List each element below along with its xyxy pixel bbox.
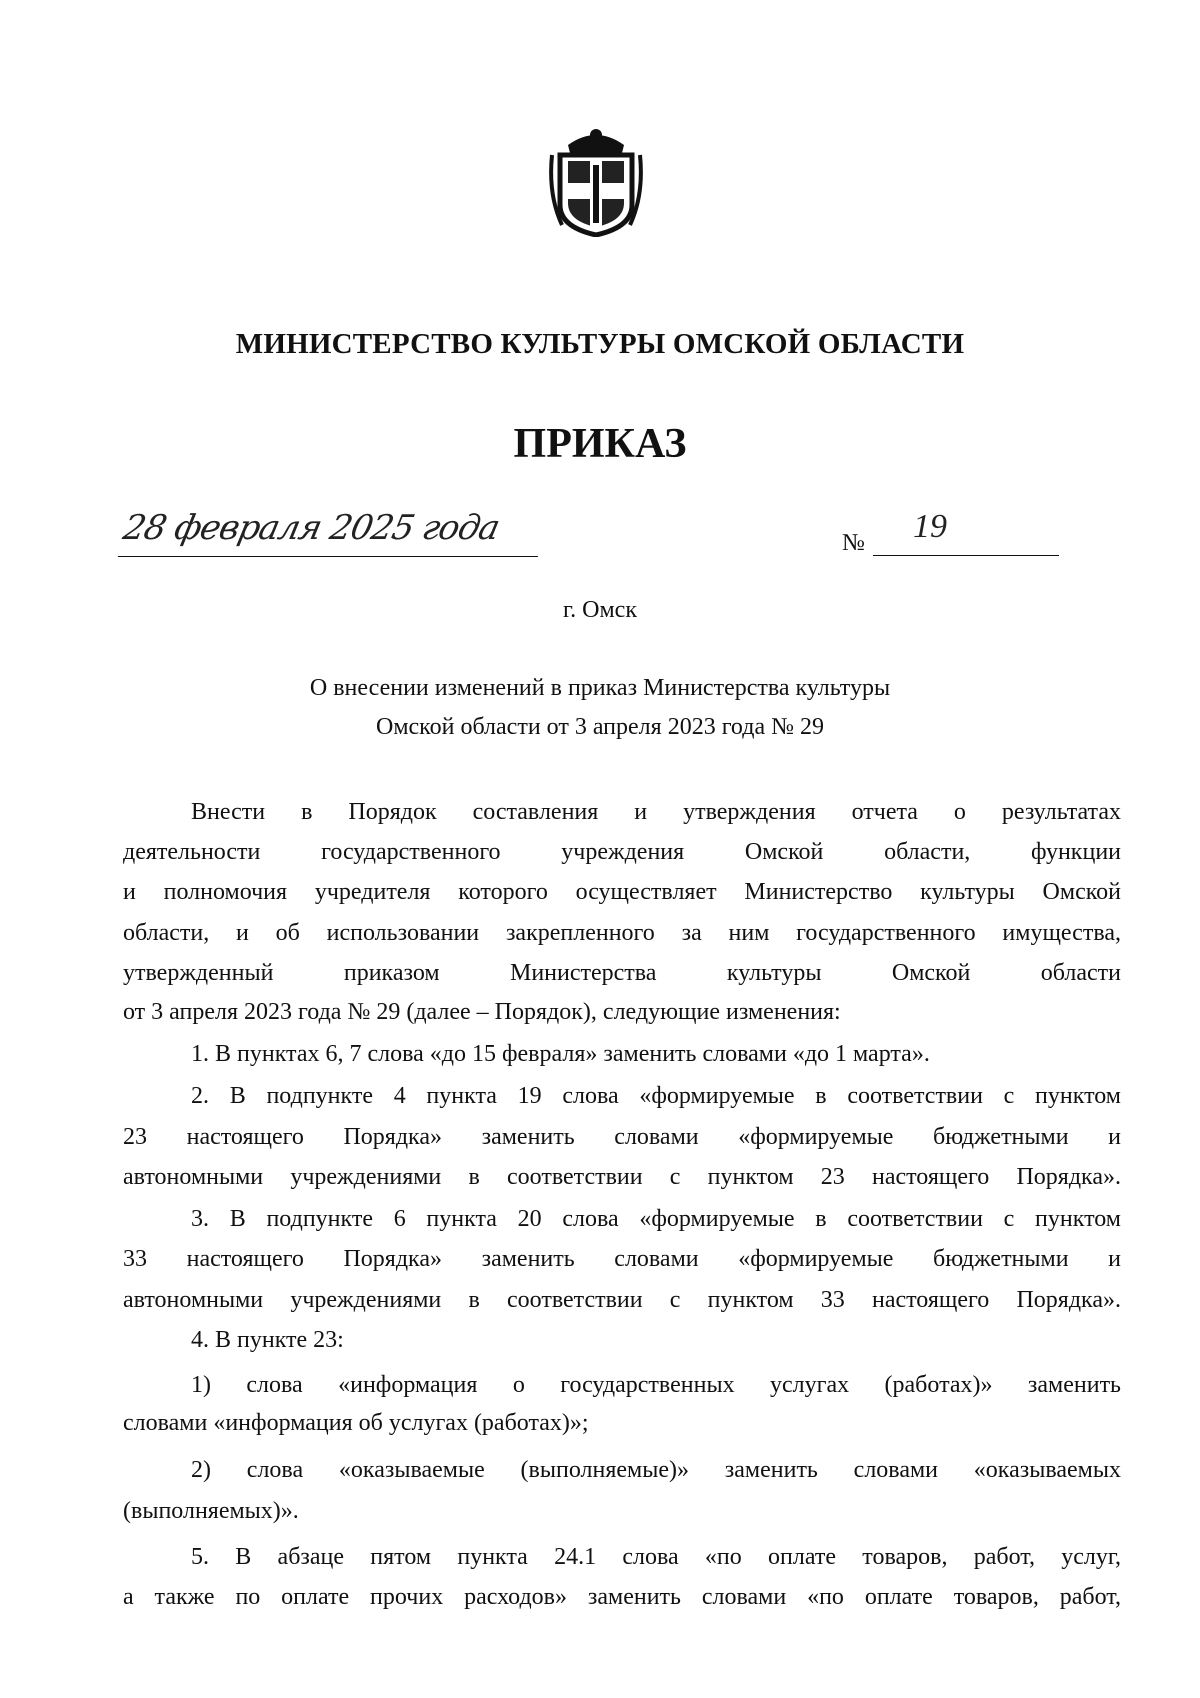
body-line: 3. В подпункте 6 пункта 20 слова «формируемые в соответствии с пунктом	[191, 1206, 1121, 1232]
organization-title: МИНИСТЕРСТВО КУЛЬТУРЫ ОМСКОЙ ОБЛАСТИ	[235, 328, 965, 360]
body-line: а также по оплате прочих расходов» заменить словами «по оплате товаров, работ,	[123, 1584, 1121, 1610]
body-line: 5. В абзаце пятом пункта 24.1 слова «по оплате товаров, работ, услуг,	[191, 1544, 1121, 1570]
subject-line: Омской области от 3 апреля 2023 года № 29	[375, 714, 825, 740]
body-line: 2. В подпункте 4 пункта 19 слова «формируемые в соответствии с пунктом	[191, 1083, 1121, 1109]
body-line: (выполняемых)».	[123, 1498, 299, 1524]
body-line: 4. В пункте 23:	[191, 1327, 344, 1353]
body-line: и полномочия учредителя которого осуществляет Министерство культуры Омской	[123, 879, 1121, 905]
handwritten-date: 28 февраля 2025 года	[118, 508, 548, 557]
body-line: Внести в Порядок составления и утверждения отчета о результатах	[191, 799, 1121, 825]
body-line: от 3 апреля 2023 года № 29 (далее – Порядок), следующие изменения:	[123, 999, 841, 1025]
document-type-heading: ПРИКАЗ	[513, 421, 687, 467]
coat-of-arms-emblem	[548, 125, 644, 237]
body-line: 23 настоящего Порядка» заменить словами «формируемые бюджетными и	[123, 1124, 1121, 1150]
body-line: 33 настоящего Порядка» заменить словами «формируемые бюджетными и	[123, 1246, 1121, 1272]
body-line: 1. В пунктах 6, 7 слова «до 15 февраля» заменить словами «до 1 марта».	[191, 1041, 930, 1067]
number-label: №	[842, 530, 865, 556]
subject-line: О внесении изменений в приказ Министерства культуры	[309, 675, 891, 701]
body-line: автономными учреждениями в соответствии с пунктом 23 настоящего Порядка».	[123, 1164, 1121, 1190]
body-line: области, и об использовании закрепленного за ним государственного имущества,	[123, 920, 1121, 946]
body-line: утвержденный приказом Министерства культуры Омской области	[123, 960, 1121, 986]
handwritten-number: 19	[873, 508, 1059, 556]
city: г. Омск	[563, 597, 637, 623]
body-line: словами «информация об услугах (работах)»;	[123, 1410, 589, 1436]
body-line: автономными учреждениями в соответствии с пунктом 33 настоящего Порядка».	[123, 1287, 1121, 1313]
body-line: 1) слова «информация о государственных услугах (работах)» заменить	[191, 1372, 1121, 1398]
body-line: деятельности государственного учреждения Омской области, функции	[123, 839, 1121, 865]
body-line: 2) слова «оказываемые (выполняемые)» заменить словами «оказываемых	[191, 1457, 1121, 1483]
